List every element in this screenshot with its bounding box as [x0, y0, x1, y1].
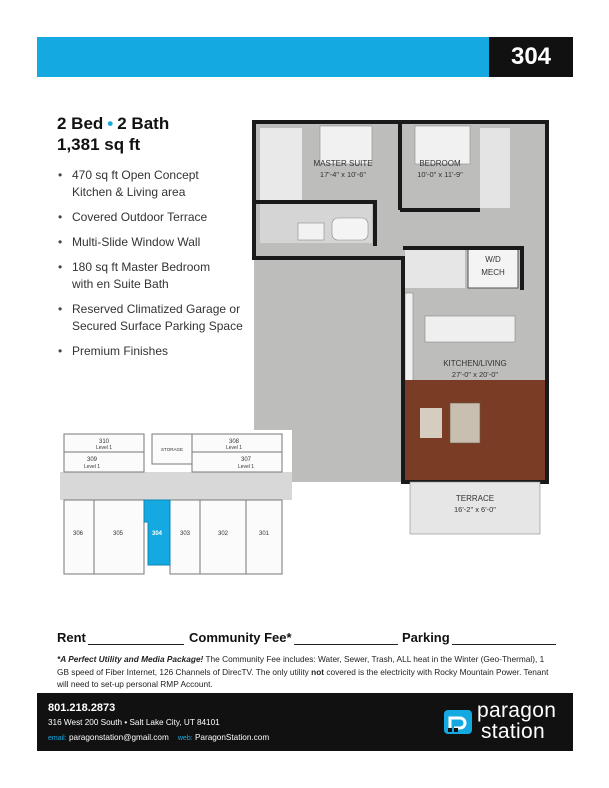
site-unit-num: 308 — [228, 439, 240, 445]
site-unit-level: Level 1 — [83, 464, 101, 470]
feature-item: • 180 sq ft Master Bedroom with en Suite Bath — [56, 259, 256, 293]
site-unit-num: 303 — [179, 531, 191, 537]
logo-text-station: station — [481, 720, 545, 743]
footer-contact — [48, 733, 269, 742]
terrace-dims: 16'-2" x 6'-0" — [454, 505, 496, 514]
site-unit-num: 309 — [86, 457, 98, 463]
unit-305-box — [94, 500, 144, 574]
note-lead: *A Perfect Utility and Media Package! — [57, 654, 204, 664]
coffee-table — [420, 408, 442, 438]
hall-bath — [405, 248, 465, 288]
storage-label: STORAGE — [161, 447, 183, 452]
site-unit-level: Level 1 — [237, 464, 255, 470]
community-fee-line — [294, 632, 398, 645]
logo-text-paragon: paragon — [477, 699, 557, 722]
bedroom-closet — [480, 128, 510, 208]
separator-dot: • — [107, 114, 114, 133]
terrace-label: TERRACE — [455, 494, 495, 503]
wd-label: W/D — [485, 255, 501, 264]
bedroom-label: BEDROOM — [419, 159, 461, 168]
bed-count: 2 Bed — [57, 114, 104, 133]
site-unit-num: 302 — [217, 531, 229, 537]
paragon-logo-icon — [442, 706, 474, 738]
note-not: not — [311, 666, 325, 677]
master-label: MASTER SUITE — [313, 159, 373, 168]
site-unit-level: Level 1 — [225, 445, 243, 451]
sofa — [450, 403, 480, 443]
bedroom-dims: 10'-0" x 11'-9" — [417, 170, 463, 179]
feature-list — [56, 167, 256, 368]
kitchen-label: KITCHEN/LIVING — [443, 359, 507, 368]
feature-item: • Covered Outdoor Terrace — [56, 209, 256, 226]
unit-303-box — [170, 500, 200, 574]
site-unit-level: Level 1 — [95, 445, 113, 451]
kitchen-counter — [405, 293, 413, 383]
site-unit-num: 306 — [72, 531, 84, 537]
feature-item: • Reserved Climatized Garage or Secured Surface Parking Space — [56, 301, 256, 335]
rent-label: Rent — [57, 630, 86, 645]
unit-302-box — [200, 500, 246, 574]
site-unit-num-highlight: 304 — [151, 531, 163, 537]
parking-line — [452, 632, 556, 645]
header-bar — [37, 37, 489, 77]
mech-label: MECH — [481, 268, 505, 277]
rent-field — [57, 630, 184, 645]
footer-bar — [37, 693, 573, 751]
note-text-b: covered is the electricity with Rocky Mountain Power. Tenant will need to set-up personal RMP Account. — [57, 666, 549, 689]
bed-bath-line — [57, 114, 169, 134]
unit-number: 304 — [489, 37, 573, 77]
web-link[interactable]: ParagonStation.com — [194, 733, 270, 742]
unit-306-box — [64, 500, 94, 574]
fee-row — [57, 630, 557, 648]
bathtub — [332, 218, 368, 240]
community-fee-field — [189, 630, 398, 645]
site-plan — [60, 430, 292, 578]
floor-plan — [250, 118, 550, 538]
parking-label: Parking — [402, 630, 450, 645]
site-unit-num: 305 — [112, 531, 124, 537]
corridor — [60, 472, 292, 500]
feature-item: • Multi-Slide Window Wall — [56, 234, 256, 251]
unit-area: 1,381 sq ft — [57, 135, 141, 154]
site-unit-num: 310 — [98, 439, 110, 445]
site-unit-num: 301 — [258, 531, 270, 537]
footer-address: 316 West 200 South • Salt Lake City, UT 84101 — [48, 718, 220, 727]
unit-301-box — [246, 500, 282, 574]
rent-line — [88, 632, 184, 645]
utility-note — [57, 653, 557, 691]
kitchen-dims: 27'-0" x 20'-0" — [451, 370, 499, 379]
bath-count: 2 Bath — [117, 114, 170, 133]
closet — [260, 128, 302, 200]
kitchen-island — [425, 316, 515, 342]
parking-field — [402, 630, 556, 645]
email-label: email: — [48, 735, 67, 742]
footer-phone: 801.218.2873 — [48, 702, 116, 714]
feature-item: • Premium Finishes — [56, 343, 256, 360]
note-text-a: The Community Fee includes: Water, Sewer, Trash, ALL heat in the Winter (Geo-Thermal), 1 GB speed of Fiber Internet, 126 Channels of DirecTV. The only utility — [57, 654, 545, 677]
unit-309-box — [64, 452, 144, 472]
web-label: web: — [177, 735, 193, 742]
vanity — [298, 223, 324, 240]
community-fee-label: Community Fee* — [189, 630, 292, 645]
site-unit-num: 307 — [240, 457, 252, 463]
email-link[interactable]: paragonstation@gmail.com — [68, 733, 169, 742]
master-dims: 17'-4" x 10'-6" — [319, 170, 367, 179]
feature-item: • 470 sq ft Open Concept Kitchen & Living area — [56, 167, 256, 201]
